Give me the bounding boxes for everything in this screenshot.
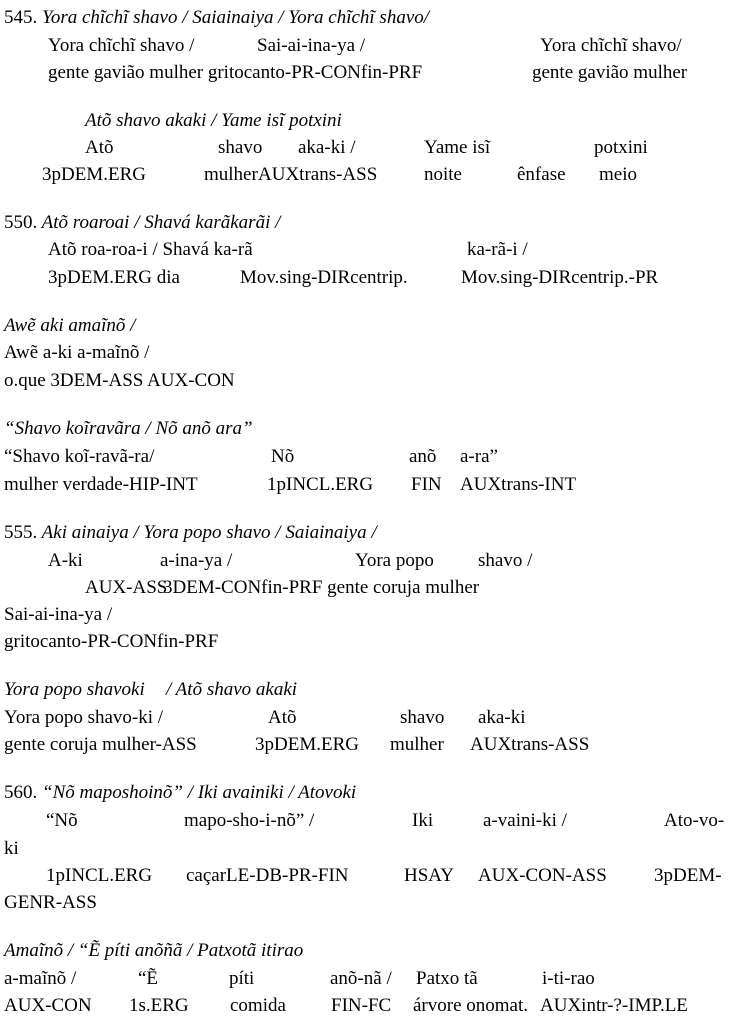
segment-text: shavo	[218, 137, 263, 158]
line-segment	[409, 444, 436, 470]
line-segment	[330, 966, 392, 992]
segment-text: AUX-CON	[4, 995, 92, 1016]
segment-text: / Atõ shavo akaki	[166, 679, 298, 700]
segment-text: o.que 3DEM-ASS AUX-CON	[4, 370, 235, 391]
segment-text: Yora popo	[355, 550, 434, 571]
segment-text: AUX-CON-ASS	[478, 865, 607, 886]
segment-text: “Ẽ	[138, 968, 159, 989]
line-segment	[4, 444, 154, 470]
line-segment	[186, 863, 349, 889]
segment-text: FIN	[411, 474, 442, 495]
line-segment	[517, 162, 566, 188]
segment-text: a-ina-ya /	[160, 550, 233, 571]
segment-text: mulher	[204, 164, 258, 185]
line-segment	[4, 472, 198, 498]
segment-text: Mov.sing-DIRcentrip.	[240, 267, 408, 288]
segment-text: HSAY	[404, 865, 454, 886]
line-segment	[48, 265, 180, 291]
line-segment	[4, 993, 92, 1019]
line-segment	[48, 33, 194, 59]
line-segment	[416, 966, 478, 992]
line-segment	[331, 993, 391, 1019]
segment-text: AUXtrans-ASS	[258, 164, 378, 185]
line-segment	[46, 808, 78, 834]
segment-text: Awẽ aki amaĩnõ /	[4, 315, 136, 336]
segment-text: Ato-vo-	[664, 810, 725, 831]
line-segment	[4, 368, 235, 394]
line-segment	[160, 548, 232, 574]
line-segment	[258, 162, 377, 188]
segment-text: Yora chĩchĩ shavo/	[540, 35, 682, 56]
segment-text: GENR-ASS	[4, 892, 97, 913]
line-segment	[4, 5, 429, 31]
line-segment	[4, 313, 135, 339]
line-segment	[4, 340, 149, 366]
line-segment	[85, 108, 342, 134]
segment-text: 3pDEM.ERG dia	[48, 267, 180, 288]
segment-text: anõ	[409, 446, 437, 467]
line-segment	[204, 162, 258, 188]
segment-text: potxini	[594, 137, 648, 158]
line-segment	[400, 705, 444, 731]
line-segment	[85, 575, 167, 601]
line-segment	[4, 629, 218, 655]
line-segment	[404, 863, 454, 889]
segment-text: Atõ shavo akaki / Yame isĩ potxini	[85, 110, 342, 131]
line-segment	[4, 890, 97, 916]
segment-text: Yora popo shavoki	[4, 679, 145, 700]
line-segment	[478, 863, 607, 889]
line-segment	[4, 705, 163, 731]
line-segment	[460, 444, 498, 470]
line-segment	[218, 135, 262, 161]
segment-text: a-maĩnõ /	[4, 968, 77, 989]
line-segment	[48, 60, 422, 86]
line-segment	[4, 938, 303, 964]
line-number: 545.	[4, 7, 38, 28]
line-segment	[532, 60, 687, 86]
segment-text: A-ki	[48, 550, 83, 571]
line-segment	[594, 135, 648, 161]
segment-text: Atõ roaroai / Shavá karãkarãi /	[41, 212, 281, 233]
line-segment	[478, 705, 525, 731]
line-segment	[42, 162, 146, 188]
segment-text: anõ-nã /	[330, 968, 392, 989]
line-segment	[4, 780, 356, 806]
segment-text: mulher verdade-HIP-INT	[4, 474, 198, 495]
line-segment	[255, 732, 359, 758]
line-segment	[540, 33, 682, 59]
segment-text: Patxo tã	[416, 968, 478, 989]
segment-text: Sai-ai-ina-ya /	[257, 35, 366, 56]
segment-text: Atõ	[85, 137, 114, 158]
line-number: 560.	[4, 782, 38, 803]
line-segment	[240, 265, 408, 291]
line-segment	[4, 966, 76, 992]
segment-text: i-ti-rao	[542, 968, 595, 989]
line-segment	[163, 575, 479, 601]
segment-text: 1pINCL.ERG	[267, 474, 374, 495]
segment-text: Awẽ a-ki a-maĩnõ /	[4, 342, 150, 363]
segment-text: Yora chĩchĩ shavo / Saiainaiya / Yora chĩchĩ shavo/	[42, 7, 430, 28]
line-segment	[460, 472, 576, 498]
segment-text: aka-ki /	[298, 137, 356, 158]
segment-text: Iki	[412, 810, 434, 831]
line-segment	[424, 135, 490, 161]
segment-text: Nõ	[271, 446, 295, 467]
line-segment	[230, 993, 286, 1019]
segment-text: AUXtrans-INT	[460, 474, 577, 495]
line-segment	[4, 210, 280, 236]
line-segment	[461, 265, 658, 291]
segment-text: Sai-ai-ina-ya /	[4, 604, 113, 625]
segment-text: AUX-ASS	[85, 577, 168, 598]
segment-text: 3pDEM.ERG	[42, 164, 146, 185]
segment-text: FIN-FC	[331, 995, 392, 1016]
segment-text: shavo	[400, 707, 445, 728]
segment-text: aka-ki	[478, 707, 526, 728]
line-segment	[654, 863, 722, 889]
segment-text: mapo-sho-i-nõ” /	[184, 810, 315, 831]
line-segment	[4, 677, 145, 703]
segment-text: 3DEM-CONfin-PRF gente coruja mulher	[163, 577, 480, 598]
segment-text: 1s.ERG	[129, 995, 189, 1016]
segment-text: AUXtrans-ASS	[470, 734, 590, 755]
line-segment	[229, 966, 254, 992]
line-segment	[184, 808, 314, 834]
line-segment	[542, 966, 595, 992]
segment-text: Yora popo shavo-ki /	[4, 707, 164, 728]
segment-text: caçarLE-DB-PR-FIN	[186, 865, 349, 886]
segment-text: ênfase	[517, 164, 566, 185]
line-segment	[599, 162, 637, 188]
line-segment	[467, 237, 528, 263]
line-segment	[85, 135, 114, 161]
segment-text: 3pDEM-	[654, 865, 722, 886]
segment-text: mulher	[390, 734, 444, 755]
line-number: 550.	[4, 212, 38, 233]
line-segment	[483, 808, 567, 834]
line-segment	[664, 808, 724, 834]
line-segment	[413, 993, 528, 1019]
line-segment	[4, 602, 112, 628]
segment-text: “Nõ	[46, 810, 78, 831]
segment-text: Mov.sing-DIRcentrip.-PR	[461, 267, 659, 288]
segment-text: noite	[424, 164, 462, 185]
line-segment	[540, 993, 688, 1019]
line-segment	[48, 548, 83, 574]
segment-text: a-ra”	[460, 446, 498, 467]
segment-text: gritocanto-PR-CONfin-PRF	[4, 631, 219, 652]
line-segment	[257, 33, 365, 59]
segment-text: AUXintr-?-IMP.LE	[540, 995, 688, 1016]
segment-text: píti	[229, 968, 255, 989]
line-segment	[411, 472, 442, 498]
segment-text: Yora chĩchĩ shavo /	[48, 35, 195, 56]
segment-text: meio	[599, 164, 637, 185]
segment-text: Amaĩnõ / “Ẽ píti anõñã / Patxotã itirao	[4, 940, 304, 961]
segment-text: gente gavião mulher	[532, 62, 688, 83]
line-segment	[268, 705, 297, 731]
line-segment	[390, 732, 444, 758]
line-segment	[4, 520, 377, 546]
segment-text: “Shavo koĩ-ravã-ra/	[4, 446, 155, 467]
line-segment	[355, 548, 434, 574]
line-segment	[4, 732, 197, 758]
segment-text: gente coruja mulher-ASS	[4, 734, 197, 755]
line-segment	[4, 416, 253, 442]
line-number: 555.	[4, 522, 38, 543]
line-segment	[48, 237, 253, 263]
segment-text: shavo /	[478, 550, 533, 571]
segment-text: árvore onomat.	[413, 995, 529, 1016]
segment-text: gente gavião mulher gritocanto-PR-CONfin-PRF	[48, 62, 423, 83]
segment-text: “Nõ maposhoinõ” / Iki avainiki / Atovoki	[42, 782, 357, 803]
line-segment	[412, 808, 433, 834]
line-segment	[166, 677, 297, 703]
segment-text: “Shavo koĩravãra / Nõ anõ ara”	[4, 418, 253, 439]
line-segment	[267, 472, 373, 498]
segment-text: a-vaini-ki /	[483, 810, 567, 831]
line-segment	[298, 135, 356, 161]
line-segment	[129, 993, 189, 1019]
segment-text: 3pDEM.ERG	[255, 734, 359, 755]
segment-text: Yame isĩ	[424, 137, 491, 158]
segment-text: Atõ	[268, 707, 297, 728]
segment-text: 1pINCL.ERG	[46, 865, 153, 886]
line-segment	[470, 732, 589, 758]
line-segment	[4, 836, 19, 862]
segment-text: Atõ roa-roa-i / Shavá ka-rã	[48, 239, 253, 260]
line-segment	[138, 966, 158, 992]
line-segment	[478, 548, 532, 574]
line-segment	[424, 162, 462, 188]
segment-text: ka-rã-i /	[467, 239, 528, 260]
segment-text: ki	[4, 838, 19, 859]
line-segment	[46, 863, 152, 889]
line-segment	[271, 444, 294, 470]
segment-text: Aki ainaiya / Yora popo shavo / Saiainaiya /	[41, 522, 377, 543]
segment-text: comida	[230, 995, 286, 1016]
